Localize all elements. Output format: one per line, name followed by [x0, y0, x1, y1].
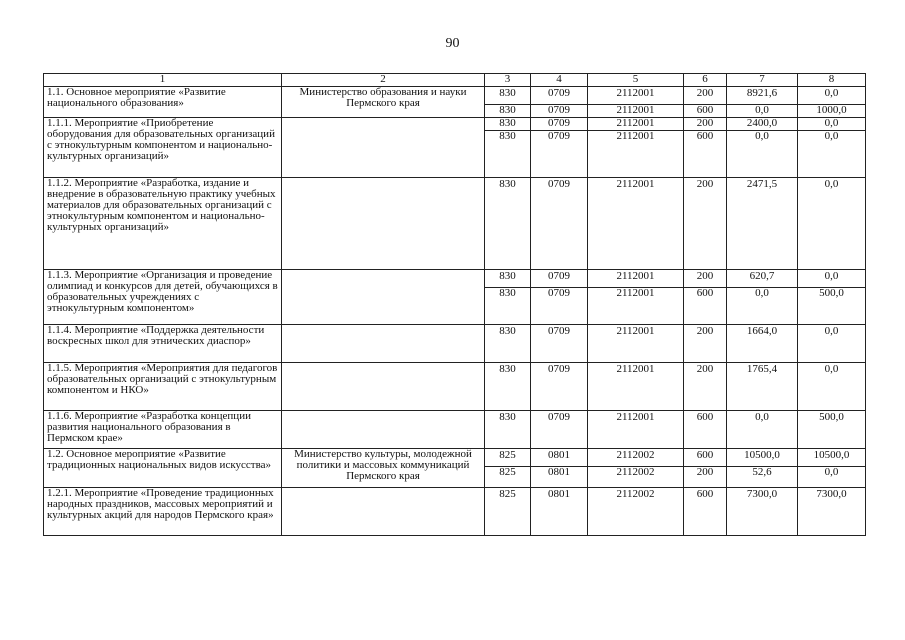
- value-cell: 200: [684, 118, 727, 131]
- value-cell: 0709: [531, 411, 588, 449]
- value-cell: 1765,4: [727, 363, 798, 411]
- value-cell: 0,0: [727, 288, 798, 325]
- value-cell: 830: [485, 87, 531, 105]
- value-cell: 0709: [531, 87, 588, 105]
- agency-cell: [282, 325, 485, 363]
- header-cell: 4: [531, 74, 588, 87]
- item-label: 1.1.5. Мероприятия «Мероприятия для педагогов образовательных организаций с этнокультурным компонентом и НКО»: [44, 363, 282, 411]
- value-cell: 830: [485, 363, 531, 411]
- value-cell: 620,7: [727, 270, 798, 288]
- value-cell: 830: [485, 118, 531, 131]
- table-row: [44, 411, 866, 449]
- value-cell: 0709: [531, 288, 588, 325]
- value-cell: 2471,5: [727, 178, 798, 270]
- value-cell: 2112002: [588, 488, 684, 536]
- value-cell: 600: [684, 105, 727, 118]
- header-cell: 5: [588, 74, 684, 87]
- header-row: [44, 74, 866, 87]
- value-cell: 825: [485, 488, 531, 536]
- agency-cell: [282, 411, 485, 449]
- agency-cell: [282, 118, 485, 178]
- table-row: [44, 270, 866, 288]
- value-cell: 2112001: [588, 363, 684, 411]
- header-cell: 6: [684, 74, 727, 87]
- value-cell: 1000,0: [798, 105, 866, 118]
- value-cell: 0,0: [727, 131, 798, 178]
- value-cell: 0801: [531, 467, 588, 488]
- page-number: 90: [445, 36, 460, 51]
- value-cell: 52,6: [727, 467, 798, 488]
- value-cell: 0709: [531, 105, 588, 118]
- item-label: 1.1.2. Мероприятие «Разработка, издание и внедрение в образовательную практику учебных материалов для образовательных организаций с этнокультурным компонентом и национально-культурных организаций»: [44, 178, 282, 270]
- item-label: 1.1. Основное мероприятие «Развитие национального образования»: [44, 87, 282, 118]
- budget-table: [43, 73, 866, 536]
- value-cell: 830: [485, 270, 531, 288]
- value-cell: 830: [485, 325, 531, 363]
- value-cell: 2112001: [588, 270, 684, 288]
- value-cell: 7300,0: [727, 488, 798, 536]
- item-label: 1.1.6. Мероприятие «Разработка концепции развития национального образования в Пермском крае»: [44, 411, 282, 449]
- value-cell: 2112001: [588, 178, 684, 270]
- value-cell: 10500,0: [727, 449, 798, 467]
- value-cell: 825: [485, 449, 531, 467]
- agency-cell: Министерство образования и науки Пермского края: [282, 87, 485, 118]
- value-cell: 0,0: [798, 131, 866, 178]
- item-label: 1.1.1. Мероприятие «Приобретение оборудования для образовательных организаций с этнокультурным компонентом и национально-культурных организаций»: [44, 118, 282, 178]
- value-cell: 0801: [531, 488, 588, 536]
- value-cell: 830: [485, 105, 531, 118]
- value-cell: 0,0: [727, 411, 798, 449]
- agency-cell: [282, 488, 485, 536]
- value-cell: 0709: [531, 325, 588, 363]
- value-cell: 0,0: [798, 178, 866, 270]
- value-cell: 0,0: [798, 363, 866, 411]
- value-cell: 0709: [531, 118, 588, 131]
- header-cell: 7: [727, 74, 798, 87]
- header-cell: 2: [282, 74, 485, 87]
- value-cell: 2112001: [588, 411, 684, 449]
- value-cell: 500,0: [798, 288, 866, 325]
- value-cell: 1664,0: [727, 325, 798, 363]
- value-cell: 200: [684, 270, 727, 288]
- value-cell: 200: [684, 178, 727, 270]
- value-cell: 0,0: [798, 87, 866, 105]
- table-row: [44, 363, 866, 411]
- header-cell: 8: [798, 74, 866, 87]
- value-cell: 600: [684, 411, 727, 449]
- agency-cell: [282, 270, 485, 325]
- value-cell: 500,0: [798, 411, 866, 449]
- value-cell: 0709: [531, 363, 588, 411]
- value-cell: 0,0: [798, 325, 866, 363]
- value-cell: 200: [684, 87, 727, 105]
- value-cell: 2112002: [588, 467, 684, 488]
- value-cell: 200: [684, 325, 727, 363]
- item-label: 1.1.3. Мероприятие «Организация и проведение олимпиад и конкурсов для детей, обучающихся в образовательных учреждениях с этнокультурным компонентом»: [44, 270, 282, 325]
- value-cell: 825: [485, 467, 531, 488]
- value-cell: 830: [485, 178, 531, 270]
- value-cell: 0709: [531, 270, 588, 288]
- value-cell: 0,0: [798, 118, 866, 131]
- table-row: [44, 118, 866, 131]
- table-row: [44, 325, 866, 363]
- value-cell: 2112001: [588, 131, 684, 178]
- value-cell: 600: [684, 449, 727, 467]
- value-cell: 0,0: [798, 467, 866, 488]
- item-label: 1.2.1. Мероприятие «Проведение традиционных народных праздников, массовых мероприятий и культурных акций для народов Пермского края»: [44, 488, 282, 536]
- value-cell: 830: [485, 411, 531, 449]
- value-cell: 7300,0: [798, 488, 866, 536]
- value-cell: 2400,0: [727, 118, 798, 131]
- value-cell: 600: [684, 131, 727, 178]
- table-row: [44, 449, 866, 467]
- value-cell: 0709: [531, 131, 588, 178]
- value-cell: 0709: [531, 178, 588, 270]
- agency-cell: [282, 363, 485, 411]
- agency-cell: [282, 178, 485, 270]
- value-cell: 200: [684, 363, 727, 411]
- table-row: [44, 488, 866, 536]
- item-label: 1.2. Основное мероприятие «Развитие традиционных национальных видов искусства»: [44, 449, 282, 488]
- value-cell: 10500,0: [798, 449, 866, 467]
- item-label: 1.1.4. Мероприятие «Поддержка деятельности воскресных школ для этнических диаспор»: [44, 325, 282, 363]
- value-cell: 8921,6: [727, 87, 798, 105]
- value-cell: 830: [485, 131, 531, 178]
- value-cell: 600: [684, 288, 727, 325]
- value-cell: 2112001: [588, 87, 684, 105]
- value-cell: 2112002: [588, 449, 684, 467]
- value-cell: 200: [684, 467, 727, 488]
- agency-cell: Министерство культуры, молодежной политики и массовых коммуникаций Пермского края: [282, 449, 485, 488]
- value-cell: 0,0: [727, 105, 798, 118]
- value-cell: 0,0: [798, 270, 866, 288]
- value-cell: 2112001: [588, 118, 684, 131]
- value-cell: 2112001: [588, 288, 684, 325]
- value-cell: 600: [684, 488, 727, 536]
- header-cell: 1: [44, 74, 282, 87]
- value-cell: 830: [485, 288, 531, 325]
- table-row: [44, 178, 866, 270]
- table-row: [44, 87, 866, 105]
- value-cell: 2112001: [588, 105, 684, 118]
- value-cell: 0801: [531, 449, 588, 467]
- value-cell: 2112001: [588, 325, 684, 363]
- header-cell: 3: [485, 74, 531, 87]
